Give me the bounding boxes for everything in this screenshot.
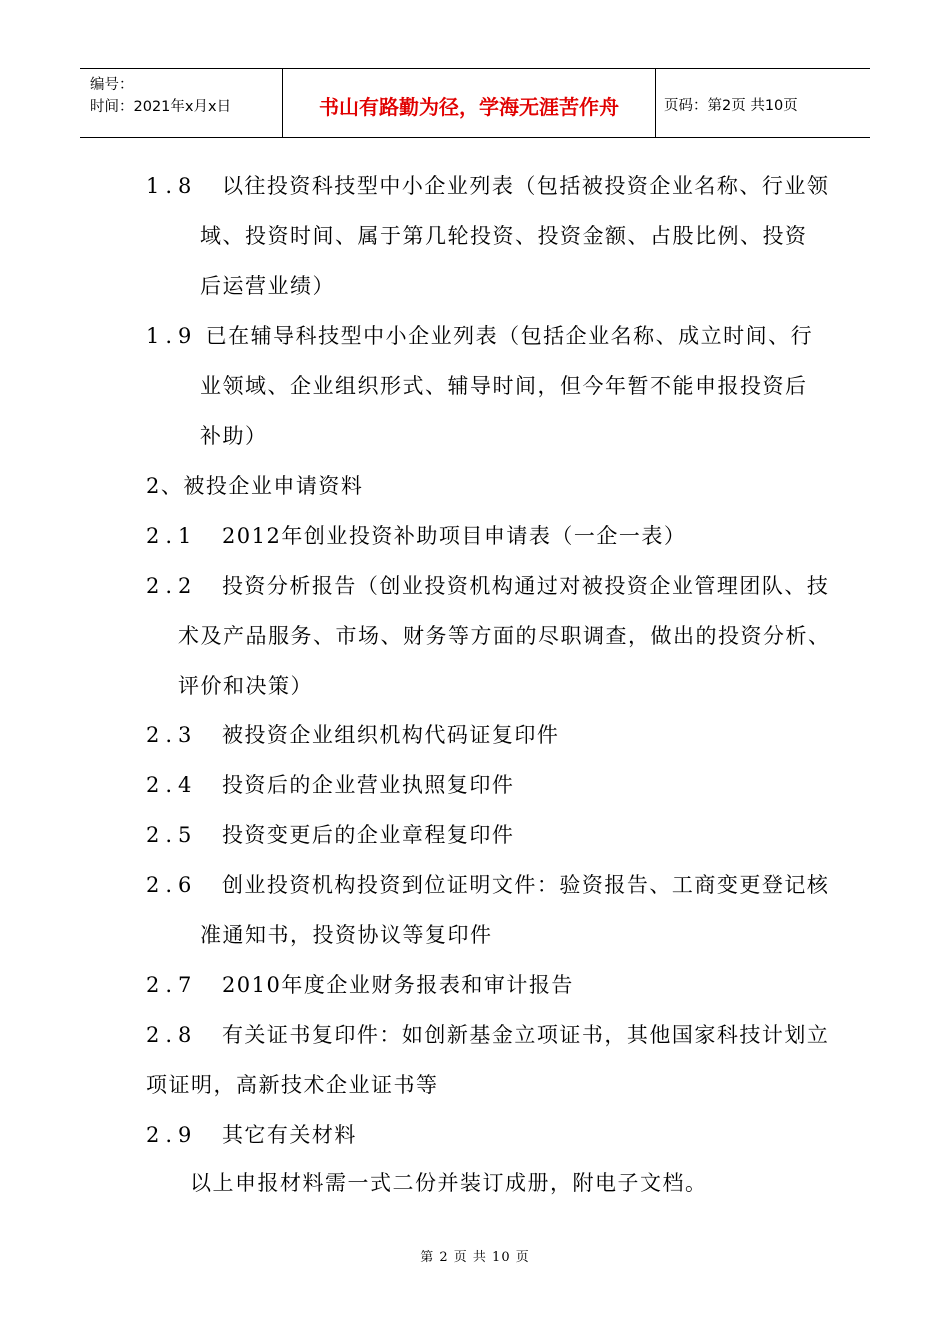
item-text: 投资分析报告（创业投资机构通过对被投资企业管理团队、技	[221, 574, 830, 598]
list-item-continuation: 补助）	[200, 424, 268, 448]
item-text: 2012年创业投资补助项目申请表（一企一表）	[221, 524, 687, 548]
list-item-continuation: 准通知书，投资协议等复印件	[200, 923, 493, 947]
item-text: 其它有关材料	[221, 1123, 357, 1147]
header-table	[80, 68, 870, 138]
list-item	[146, 972, 574, 998]
list-item	[146, 772, 514, 798]
list-item	[146, 173, 829, 199]
item-text: 投资变更后的企业章程复印件	[221, 823, 515, 847]
item-text: 被投资企业组织机构代码证复印件	[221, 723, 560, 747]
list-item	[146, 573, 829, 599]
list-item-continuation: 后运营业绩）	[200, 274, 335, 298]
item-number: 2.6	[146, 873, 198, 897]
list-item	[146, 872, 829, 898]
list-item	[146, 323, 813, 349]
list-item	[146, 1022, 829, 1048]
header-motto-cell	[283, 69, 656, 137]
list-item-continuation: 域、投资时间、属于第几轮投资、投资金额、占股比例、投资	[200, 224, 808, 248]
page-footer: 第 2 页 共 10 页	[420, 1250, 530, 1265]
item-number: 2.8	[146, 1023, 198, 1047]
section-heading: 2、被投企业申请资料	[146, 474, 364, 498]
item-text: 有关证书复印件：如创新基金立项证书，其他国家科技计划立	[221, 1023, 830, 1047]
item-text: 2010年度企业财务报表和审计报告	[221, 973, 574, 997]
list-item-continuation: 评价和决策）	[178, 674, 313, 698]
item-number: 2.7	[146, 973, 198, 997]
list-item	[146, 523, 686, 549]
page-info: 页码：第2页 共10页	[664, 98, 798, 114]
list-item-continuation: 术及产品服务、市场、财务等方面的尽职调查，做出的投资分析、	[178, 624, 831, 648]
item-text: 以往投资科技型中小企业列表（包括被投资企业名称、行业领	[221, 174, 830, 198]
list-item	[146, 822, 514, 848]
closing-note: 以上申报材料需一式二份并装订成册，附电子文档。	[190, 1171, 708, 1195]
list-item	[146, 1122, 357, 1148]
item-number: 2.5	[146, 823, 198, 847]
item-number: 2.3	[146, 723, 198, 747]
item-number: 2.9	[146, 1123, 198, 1147]
motto: 书山有路勤为径，学海无涯苦作舟	[319, 95, 619, 119]
time-label: 时间：2021年x月x日	[90, 99, 232, 115]
item-number: 1.9	[146, 324, 198, 348]
item-text: 已在辅导科技型中小企业列表（包括企业名称、成立时间、行	[205, 324, 814, 348]
item-number: 2.1	[146, 524, 198, 548]
list-item-continuation: 项证明，高新技术企业证书等	[146, 1073, 439, 1097]
header-page-cell	[656, 69, 870, 137]
item-number: 1.8	[146, 174, 198, 198]
item-text: 投资后的企业营业执照复印件	[221, 773, 515, 797]
list-item	[146, 722, 559, 748]
number-label: 编号：	[90, 77, 134, 93]
item-number: 2.2	[146, 574, 198, 598]
item-text: 创业投资机构投资到位证明文件：验资报告、工商变更登记核	[221, 873, 830, 897]
item-number: 2.4	[146, 773, 198, 797]
list-item-continuation: 业领域、企业组织形式、辅导时间，但今年暂不能申报投资后	[200, 374, 808, 398]
header-meta-cell	[80, 69, 283, 137]
